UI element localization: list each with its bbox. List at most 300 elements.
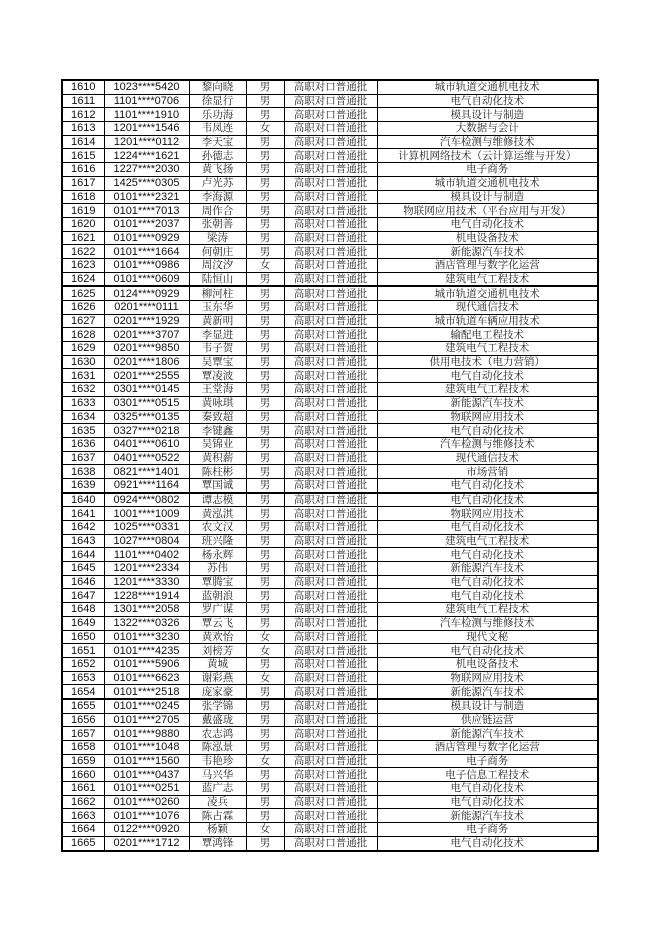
- id-number-cell: 0101****0260: [104, 795, 189, 809]
- name-cell: 韦子贺: [189, 342, 246, 356]
- gender-cell: 男: [246, 108, 284, 122]
- gender-cell: 男: [246, 782, 284, 796]
- batch-cell: 高职对口普通批: [284, 163, 377, 177]
- batch-cell: 高职对口普通批: [284, 204, 377, 218]
- gender-cell: 男: [246, 741, 284, 755]
- table-row: [62, 451, 598, 465]
- table-row: [62, 575, 598, 589]
- name-cell: 班兴隆: [189, 534, 246, 548]
- batch-cell: 高职对口普通批: [284, 314, 377, 328]
- table-row: [62, 410, 598, 424]
- major-cell: 城市轨道交通机电技术: [377, 80, 598, 94]
- row-number-cell: 1613: [62, 122, 104, 136]
- id-number-cell: 1227****2030: [104, 163, 189, 177]
- row-number-cell: 1649: [62, 616, 104, 630]
- gender-cell: 男: [246, 548, 284, 562]
- gender-cell: 男: [246, 521, 284, 535]
- batch-cell: 高职对口普通批: [284, 272, 377, 286]
- table-row: [62, 548, 598, 562]
- major-cell: 电气自动化技术: [377, 548, 598, 562]
- batch-cell: 高职对口普通批: [284, 782, 377, 796]
- table-row: [62, 217, 598, 231]
- gender-cell: 男: [246, 286, 284, 300]
- id-number-cell: 1201****2334: [104, 562, 189, 576]
- batch-cell: 高职对口普通批: [284, 741, 377, 755]
- id-number-cell: 1023****5420: [104, 80, 189, 94]
- major-cell: 供用电技术（电力营销）: [377, 355, 598, 369]
- major-cell: 电气自动化技术: [377, 369, 598, 383]
- id-number-cell: 0101****2037: [104, 217, 189, 231]
- batch-cell: 高职对口普通批: [284, 768, 377, 782]
- batch-cell: 高职对口普通批: [284, 342, 377, 356]
- gender-cell: 男: [246, 493, 284, 507]
- batch-cell: 高职对口普通批: [284, 355, 377, 369]
- gender-cell: 男: [246, 231, 284, 245]
- batch-cell: 高职对口普通批: [284, 589, 377, 603]
- id-number-cell: 0201****1712: [104, 836, 189, 850]
- row-number-cell: 1640: [62, 493, 104, 507]
- gender-cell: 女: [246, 754, 284, 768]
- name-cell: 吴锦业: [189, 437, 246, 451]
- batch-cell: 高职对口普通批: [284, 823, 377, 837]
- major-cell: 模具设计与制造: [377, 108, 598, 122]
- id-number-cell: 0101****0609: [104, 272, 189, 286]
- id-number-cell: 0101****2518: [104, 685, 189, 699]
- major-cell: 电气自动化技术: [377, 836, 598, 850]
- gender-cell: 男: [246, 410, 284, 424]
- batch-cell: 高职对口普通批: [284, 603, 377, 617]
- major-cell: 电气自动化技术: [377, 94, 598, 108]
- major-cell: 电气自动化技术: [377, 493, 598, 507]
- table-body: [62, 80, 598, 851]
- gender-cell: 男: [246, 575, 284, 589]
- row-number-cell: 1612: [62, 108, 104, 122]
- table-row: [62, 589, 598, 603]
- id-number-cell: 1101****1910: [104, 108, 189, 122]
- batch-cell: 高职对口普通批: [284, 562, 377, 576]
- table-row: [62, 478, 598, 492]
- row-number-cell: 1635: [62, 424, 104, 438]
- major-cell: 新能源汽车技术: [377, 809, 598, 823]
- major-cell: 汽车检测与维修技术: [377, 135, 598, 149]
- major-cell: 建筑电气工程技术: [377, 272, 598, 286]
- table-row: [62, 507, 598, 521]
- id-number-cell: 0101****1664: [104, 245, 189, 259]
- id-number-cell: 0101****1048: [104, 741, 189, 755]
- name-cell: 黄欢怡: [189, 630, 246, 644]
- table-row: [62, 657, 598, 671]
- table-row: [62, 80, 598, 94]
- batch-cell: 高职对口普通批: [284, 465, 377, 479]
- major-cell: 电气自动化技术: [377, 644, 598, 658]
- name-cell: 黄飞扬: [189, 163, 246, 177]
- table-row: [62, 328, 598, 342]
- major-cell: 电气自动化技术: [377, 521, 598, 535]
- row-number-cell: 1610: [62, 80, 104, 94]
- name-cell: 陈泓景: [189, 741, 246, 755]
- row-number-cell: 1665: [62, 836, 104, 850]
- major-cell: 电气自动化技术: [377, 782, 598, 796]
- row-number-cell: 1662: [62, 795, 104, 809]
- major-cell: 现代文秘: [377, 630, 598, 644]
- table-row: [62, 314, 598, 328]
- table-row: [62, 204, 598, 218]
- gender-cell: 男: [246, 809, 284, 823]
- gender-cell: 男: [246, 190, 284, 204]
- name-cell: 周汶汐: [189, 258, 246, 272]
- name-cell: 庞家豪: [189, 685, 246, 699]
- id-number-cell: 0101****2321: [104, 190, 189, 204]
- row-number-cell: 1611: [62, 94, 104, 108]
- row-number-cell: 1631: [62, 369, 104, 383]
- name-cell: 蓝朝浪: [189, 589, 246, 603]
- gender-cell: 男: [246, 465, 284, 479]
- name-cell: 陈占霖: [189, 809, 246, 823]
- gender-cell: 男: [246, 342, 284, 356]
- row-number-cell: 1637: [62, 451, 104, 465]
- table-row: [62, 727, 598, 741]
- id-number-cell: 1101****0402: [104, 548, 189, 562]
- name-cell: 李天宝: [189, 135, 246, 149]
- table-row: [62, 534, 598, 548]
- name-cell: 乐功海: [189, 108, 246, 122]
- major-cell: 物联网应用技术: [377, 410, 598, 424]
- row-number-cell: 1643: [62, 534, 104, 548]
- id-number-cell: 0201****0111: [104, 301, 189, 315]
- name-cell: 谢彩燕: [189, 671, 246, 685]
- name-cell: 王堂海: [189, 383, 246, 397]
- name-cell: 黄积薪: [189, 451, 246, 465]
- gender-cell: 男: [246, 204, 284, 218]
- major-cell: 城市轨道交通机电技术: [377, 286, 598, 300]
- batch-cell: 高职对口普通批: [284, 135, 377, 149]
- row-number-cell: 1644: [62, 548, 104, 562]
- id-number-cell: 1201****3330: [104, 575, 189, 589]
- major-cell: 电子商务: [377, 823, 598, 837]
- gender-cell: 男: [246, 383, 284, 397]
- major-cell: 汽车检测与维修技术: [377, 616, 598, 630]
- table-row: [62, 94, 598, 108]
- batch-cell: 高职对口普通批: [284, 809, 377, 823]
- id-number-cell: 0401****0610: [104, 437, 189, 451]
- id-number-cell: 0101****2705: [104, 713, 189, 727]
- table-row: [62, 836, 598, 850]
- major-cell: 机电设备技术: [377, 657, 598, 671]
- name-cell: 覃云飞: [189, 616, 246, 630]
- row-number-cell: 1655: [62, 699, 104, 713]
- id-number-cell: 0101****5906: [104, 657, 189, 671]
- major-cell: 模具设计与制造: [377, 699, 598, 713]
- name-cell: 谭志模: [189, 493, 246, 507]
- row-number-cell: 1650: [62, 630, 104, 644]
- name-cell: 徐显行: [189, 94, 246, 108]
- row-number-cell: 1632: [62, 383, 104, 397]
- table-row: [62, 616, 598, 630]
- name-cell: 玉东华: [189, 301, 246, 315]
- table-row: [62, 809, 598, 823]
- id-number-cell: 0301****0515: [104, 396, 189, 410]
- name-cell: 农文汉: [189, 521, 246, 535]
- batch-cell: 高职对口普通批: [284, 836, 377, 850]
- batch-cell: 高职对口普通批: [284, 451, 377, 465]
- batch-cell: 高职对口普通批: [284, 685, 377, 699]
- gender-cell: 男: [246, 699, 284, 713]
- gender-cell: 男: [246, 713, 284, 727]
- batch-cell: 高职对口普通批: [284, 80, 377, 94]
- name-cell: 韦凤连: [189, 122, 246, 136]
- table-row: [62, 644, 598, 658]
- gender-cell: 男: [246, 603, 284, 617]
- name-cell: 覃鸿锋: [189, 836, 246, 850]
- table-row: [62, 521, 598, 535]
- table-row: [62, 301, 598, 315]
- gender-cell: 女: [246, 258, 284, 272]
- row-number-cell: 1634: [62, 410, 104, 424]
- id-number-cell: 1001****1009: [104, 507, 189, 521]
- row-number-cell: 1639: [62, 478, 104, 492]
- id-number-cell: 0101****3230: [104, 630, 189, 644]
- name-cell: 孙德志: [189, 149, 246, 163]
- id-number-cell: 0201****1806: [104, 355, 189, 369]
- major-cell: 供应链运营: [377, 713, 598, 727]
- row-number-cell: 1628: [62, 328, 104, 342]
- id-number-cell: 0301****0145: [104, 383, 189, 397]
- gender-cell: 男: [246, 451, 284, 465]
- batch-cell: 高职对口普通批: [284, 369, 377, 383]
- id-number-cell: 1027****0804: [104, 534, 189, 548]
- major-cell: 大数据与会计: [377, 122, 598, 136]
- name-cell: 卢光苏: [189, 176, 246, 190]
- row-number-cell: 1630: [62, 355, 104, 369]
- id-number-cell: 0201****2555: [104, 369, 189, 383]
- row-number-cell: 1626: [62, 301, 104, 315]
- batch-cell: 高职对口普通批: [284, 424, 377, 438]
- row-number-cell: 1647: [62, 589, 104, 603]
- batch-cell: 高职对口普通批: [284, 575, 377, 589]
- table-row: [62, 258, 598, 272]
- id-number-cell: 1322****0326: [104, 616, 189, 630]
- table-row: [62, 383, 598, 397]
- row-number-cell: 1642: [62, 521, 104, 535]
- gender-cell: 女: [246, 823, 284, 837]
- table-row: [62, 369, 598, 383]
- row-number-cell: 1657: [62, 727, 104, 741]
- major-cell: 新能源汽车技术: [377, 727, 598, 741]
- row-number-cell: 1629: [62, 342, 104, 356]
- major-cell: 模具设计与制造: [377, 190, 598, 204]
- row-number-cell: 1618: [62, 190, 104, 204]
- row-number-cell: 1617: [62, 176, 104, 190]
- row-number-cell: 1656: [62, 713, 104, 727]
- id-number-cell: 1201****0112: [104, 135, 189, 149]
- batch-cell: 高职对口普通批: [284, 795, 377, 809]
- batch-cell: 高职对口普通批: [284, 190, 377, 204]
- major-cell: 新能源汽车技术: [377, 245, 598, 259]
- id-number-cell: 1201****1546: [104, 122, 189, 136]
- batch-cell: 高职对口普通批: [284, 410, 377, 424]
- gender-cell: 男: [246, 589, 284, 603]
- batch-cell: 高职对口普通批: [284, 217, 377, 231]
- name-cell: 黄泓淇: [189, 507, 246, 521]
- row-number-cell: 1653: [62, 671, 104, 685]
- row-number-cell: 1620: [62, 217, 104, 231]
- id-number-cell: 0101****0929: [104, 231, 189, 245]
- table-row: [62, 754, 598, 768]
- gender-cell: 男: [246, 562, 284, 576]
- table-row: [62, 163, 598, 177]
- gender-cell: 男: [246, 245, 284, 259]
- row-number-cell: 1619: [62, 204, 104, 218]
- gender-cell: 男: [246, 355, 284, 369]
- table-row: [62, 437, 598, 451]
- row-number-cell: 1621: [62, 231, 104, 245]
- name-cell: 覃腾宝: [189, 575, 246, 589]
- gender-cell: 男: [246, 369, 284, 383]
- name-cell: 覃国诚: [189, 478, 246, 492]
- gender-cell: 女: [246, 644, 284, 658]
- batch-cell: 高职对口普通批: [284, 176, 377, 190]
- batch-cell: 高职对口普通批: [284, 383, 377, 397]
- name-cell: 黄新明: [189, 314, 246, 328]
- batch-cell: 高职对口普通批: [284, 122, 377, 136]
- batch-cell: 高职对口普通批: [284, 630, 377, 644]
- gender-cell: 男: [246, 657, 284, 671]
- major-cell: 电气自动化技术: [377, 795, 598, 809]
- batch-cell: 高职对口普通批: [284, 149, 377, 163]
- name-cell: 李键鑫: [189, 424, 246, 438]
- id-number-cell: 0325****0135: [104, 410, 189, 424]
- name-cell: 黄咏琪: [189, 396, 246, 410]
- batch-cell: 高职对口普通批: [284, 245, 377, 259]
- gender-cell: 女: [246, 630, 284, 644]
- id-number-cell: 0101****0245: [104, 699, 189, 713]
- id-number-cell: 0124****0929: [104, 286, 189, 300]
- major-cell: 酒店管理与数字化运营: [377, 741, 598, 755]
- name-cell: 杨颖: [189, 823, 246, 837]
- major-cell: 建筑电气工程技术: [377, 342, 598, 356]
- gender-cell: 男: [246, 437, 284, 451]
- name-cell: 张朝善: [189, 217, 246, 231]
- name-cell: 周作合: [189, 204, 246, 218]
- batch-cell: 高职对口普通批: [284, 616, 377, 630]
- major-cell: 现代通信技术: [377, 301, 598, 315]
- table-row: [62, 108, 598, 122]
- batch-cell: 高职对口普通批: [284, 699, 377, 713]
- major-cell: 城市轨道交通机电技术: [377, 176, 598, 190]
- gender-cell: 男: [246, 135, 284, 149]
- table-row: [62, 630, 598, 644]
- batch-cell: 高职对口普通批: [284, 507, 377, 521]
- table-row: [62, 342, 598, 356]
- table-row: [62, 122, 598, 136]
- table-row: [62, 424, 598, 438]
- gender-cell: 男: [246, 301, 284, 315]
- id-number-cell: 1025****0331: [104, 521, 189, 535]
- id-number-cell: 0921****1164: [104, 478, 189, 492]
- batch-cell: 高职对口普通批: [284, 521, 377, 535]
- gender-cell: 男: [246, 396, 284, 410]
- row-number-cell: 1645: [62, 562, 104, 576]
- id-number-cell: 0101****0437: [104, 768, 189, 782]
- major-cell: 酒店管理与数字化运营: [377, 258, 598, 272]
- major-cell: 汽车检测与维修技术: [377, 437, 598, 451]
- table-row: [62, 176, 598, 190]
- row-number-cell: 1664: [62, 823, 104, 837]
- name-cell: 柳河柱: [189, 286, 246, 300]
- table-row: [62, 562, 598, 576]
- name-cell: 黎向晓: [189, 80, 246, 94]
- batch-cell: 高职对口普通批: [284, 671, 377, 685]
- major-cell: 电气自动化技术: [377, 478, 598, 492]
- gender-cell: 女: [246, 122, 284, 136]
- id-number-cell: 1228****1914: [104, 589, 189, 603]
- gender-cell: 男: [246, 217, 284, 231]
- gender-cell: 男: [246, 149, 284, 163]
- id-number-cell: 0201****3707: [104, 328, 189, 342]
- table-row: [62, 741, 598, 755]
- table-row: [62, 231, 598, 245]
- batch-cell: 高职对口普通批: [284, 713, 377, 727]
- major-cell: 新能源汽车技术: [377, 562, 598, 576]
- table-row: [62, 272, 598, 286]
- row-number-cell: 1646: [62, 575, 104, 589]
- major-cell: 物联网应用技术（平台应用与开发）: [377, 204, 598, 218]
- batch-cell: 高职对口普通批: [284, 396, 377, 410]
- major-cell: 电气自动化技术: [377, 575, 598, 589]
- row-number-cell: 1658: [62, 741, 104, 755]
- row-number-cell: 1641: [62, 507, 104, 521]
- gender-cell: 男: [246, 80, 284, 94]
- gender-cell: 男: [246, 685, 284, 699]
- major-cell: 新能源汽车技术: [377, 396, 598, 410]
- name-cell: 李海源: [189, 190, 246, 204]
- gender-cell: 男: [246, 795, 284, 809]
- major-cell: 市场营销: [377, 465, 598, 479]
- batch-cell: 高职对口普通批: [284, 644, 377, 658]
- batch-cell: 高职对口普通批: [284, 231, 377, 245]
- name-cell: 陆恒山: [189, 272, 246, 286]
- name-cell: 李显进: [189, 328, 246, 342]
- batch-cell: 高职对口普通批: [284, 548, 377, 562]
- major-cell: 物联网应用技术: [377, 507, 598, 521]
- table-row: [62, 286, 598, 300]
- major-cell: 电气自动化技术: [377, 424, 598, 438]
- gender-cell: 男: [246, 478, 284, 492]
- table-row: [62, 396, 598, 410]
- gender-cell: 男: [246, 163, 284, 177]
- row-number-cell: 1633: [62, 396, 104, 410]
- id-number-cell: 0101****1560: [104, 754, 189, 768]
- gender-cell: 男: [246, 768, 284, 782]
- id-number-cell: 0101****6623: [104, 671, 189, 685]
- row-number-cell: 1627: [62, 314, 104, 328]
- batch-cell: 高职对口普通批: [284, 534, 377, 548]
- major-cell: 电子商务: [377, 163, 598, 177]
- major-cell: 新能源汽车技术: [377, 685, 598, 699]
- major-cell: 电气自动化技术: [377, 589, 598, 603]
- id-number-cell: 0101****7013: [104, 204, 189, 218]
- row-number-cell: 1624: [62, 272, 104, 286]
- major-cell: 建筑电气工程技术: [377, 603, 598, 617]
- table-row: [62, 782, 598, 796]
- major-cell: 机电设备技术: [377, 231, 598, 245]
- batch-cell: 高职对口普通批: [284, 478, 377, 492]
- major-cell: 电子信息工程技术: [377, 768, 598, 782]
- row-number-cell: 1663: [62, 809, 104, 823]
- name-cell: 刘榜芳: [189, 644, 246, 658]
- row-number-cell: 1659: [62, 754, 104, 768]
- gender-cell: 男: [246, 534, 284, 548]
